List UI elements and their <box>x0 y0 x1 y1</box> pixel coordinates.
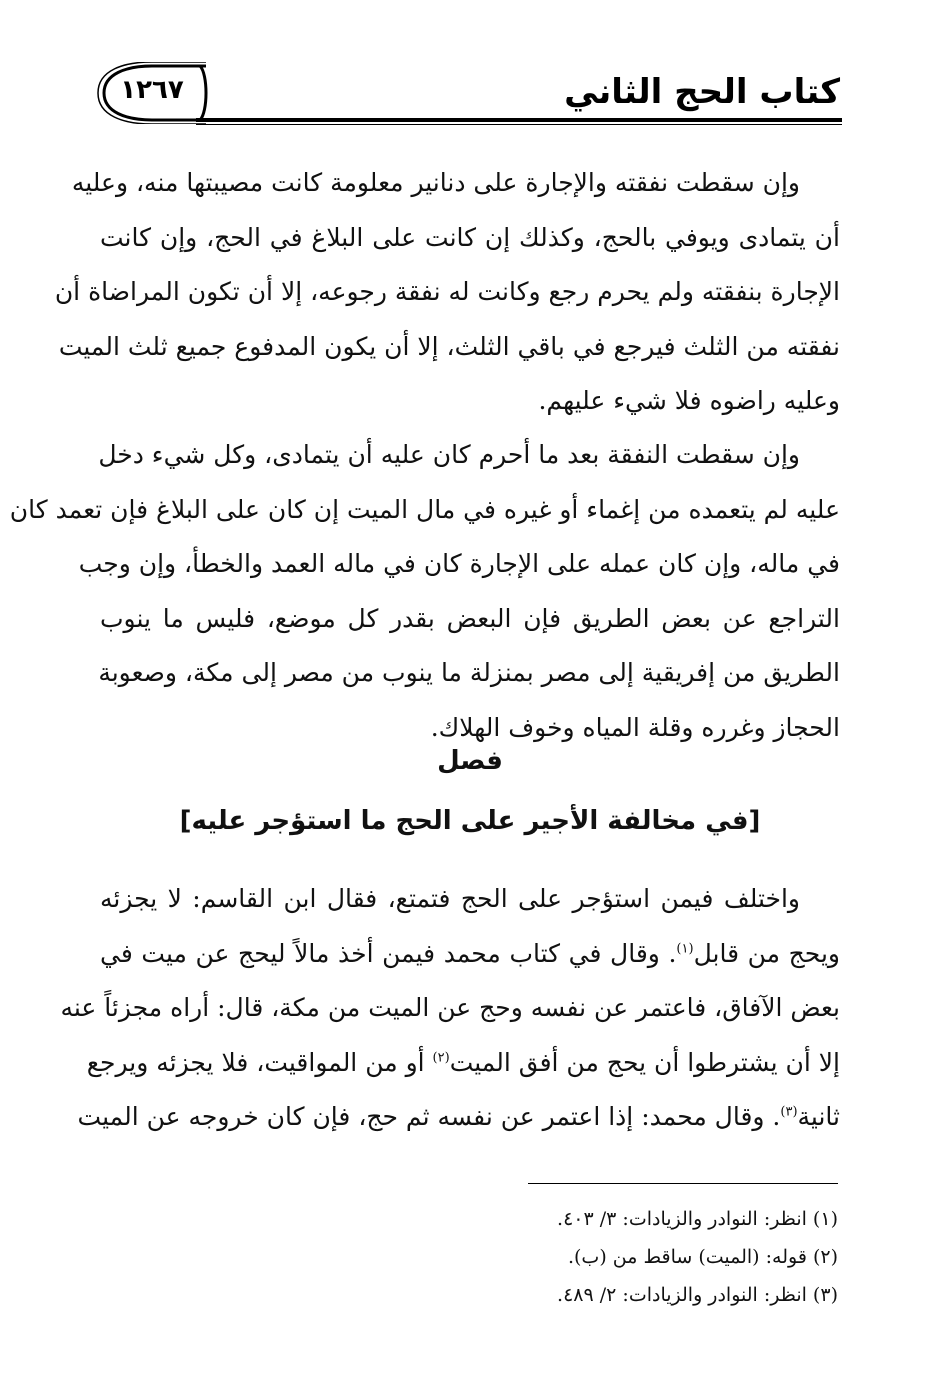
book-title: كتاب الحج الثاني <box>564 72 840 112</box>
footnotes <box>300 1200 838 1314</box>
page-number: ١٢٦٧ <box>120 75 184 105</box>
header-rule-thin <box>196 124 842 125</box>
footnote-ref[interactable]: (٢) <box>432 1050 450 1066</box>
footnote-ref[interactable]: (١) <box>676 941 694 957</box>
text-line: عليه لم يتعمده من إغماء أو غيره في مال الميت إن كان على البلاغ فإن تعمد كان <box>9 494 840 524</box>
text-line: التراجع عن بعض الطريق فإن البعض بقدر كل موضع، فليس ما ينوب <box>100 603 840 633</box>
text-line: في ماله، وإن كان عمله على الإجارة كان في ماله العمد والخطأ، وإن وجب <box>78 549 840 579</box>
footnote-3: (٣) انظر: النوادر والزيادات: ٢/ ٤٨٩. <box>557 1284 838 1306</box>
footnote-1: (١) انظر: النوادر والزيادات: ٣/ ٤٠٣. <box>557 1208 838 1230</box>
text-line: وإن سقطت النفقة بعد ما أحرم كان عليه أن يتمادى، وكل شيء دخل <box>98 440 800 469</box>
footnote-separator <box>528 1183 838 1184</box>
text-line: وعليه راضوه فلا شيء عليهم. <box>538 386 840 416</box>
paragraph-3 <box>60 872 840 1145</box>
text-line: نفقته من الثلث فيرجع في باقي الثلث، إلا أن يكون المدفوع جميع ثلث الميت <box>58 331 840 361</box>
text-line: واختلف فيمن استؤجر على الحج فتمتع، فقال ابن القاسم: لا يجزئه <box>100 884 800 913</box>
section-subheading: [في مخالفة الأجير على الحج ما استؤجر عليه] <box>179 806 761 836</box>
header-rule <box>196 118 842 122</box>
text-line: الطريق من إفريقية إلى مصر بمنزلة ما ينوب من مصر إلى مكة، وصعوبة <box>98 658 840 688</box>
text-line: بعض الآفاق، فاعتمر عن نفسه وحج عن الميت من مكة، قال: أراه مجزئاً عنه <box>60 993 840 1023</box>
text-line: ويحج من قابل$^{(١)}$. وقال في كتاب محمد فيمن أخذ مالاً ليحج عن ميت في <box>100 938 840 968</box>
text-line: الإجارة بنفقته ولم يحرم رجع وكانت له نفقة رجوعه، إلا أن تكون المراضاة أن <box>54 277 840 307</box>
footnote-ref[interactable]: (٣) <box>780 1105 798 1121</box>
page-header <box>96 62 842 128</box>
paragraph-1 <box>54 156 840 429</box>
text-line: إلا أن يشترطوا أن يحج من أفق الميت$^{(٢)}$ أو من المواقيت، فلا يجزئه ويرجع <box>86 1047 840 1077</box>
text-line: الحجاز وغرره وقلة المياه وخوف الهلاك. <box>430 712 840 742</box>
text-line: أن يتمادى ويوفي بالحج، وكذلك إن كانت على البلاغ في الحج، وإن كانت <box>100 222 840 252</box>
section-heading: فصل <box>437 746 503 776</box>
text-line: وإن سقطت نفقته والإجارة على دنانير معلومة كانت مصيبتها منه، وعليه <box>71 168 800 197</box>
text-line: ثانية$^{(٣)}$. وقال محمد: إذا اعتمر عن نفسه ثم حج، فإن كان خروجه عن الميت <box>77 1102 840 1132</box>
paragraph-2 <box>9 428 840 756</box>
page-number-badge <box>96 62 208 124</box>
footnote-2: (٢) قوله: (الميت) ساقط من (ب). <box>567 1246 838 1268</box>
